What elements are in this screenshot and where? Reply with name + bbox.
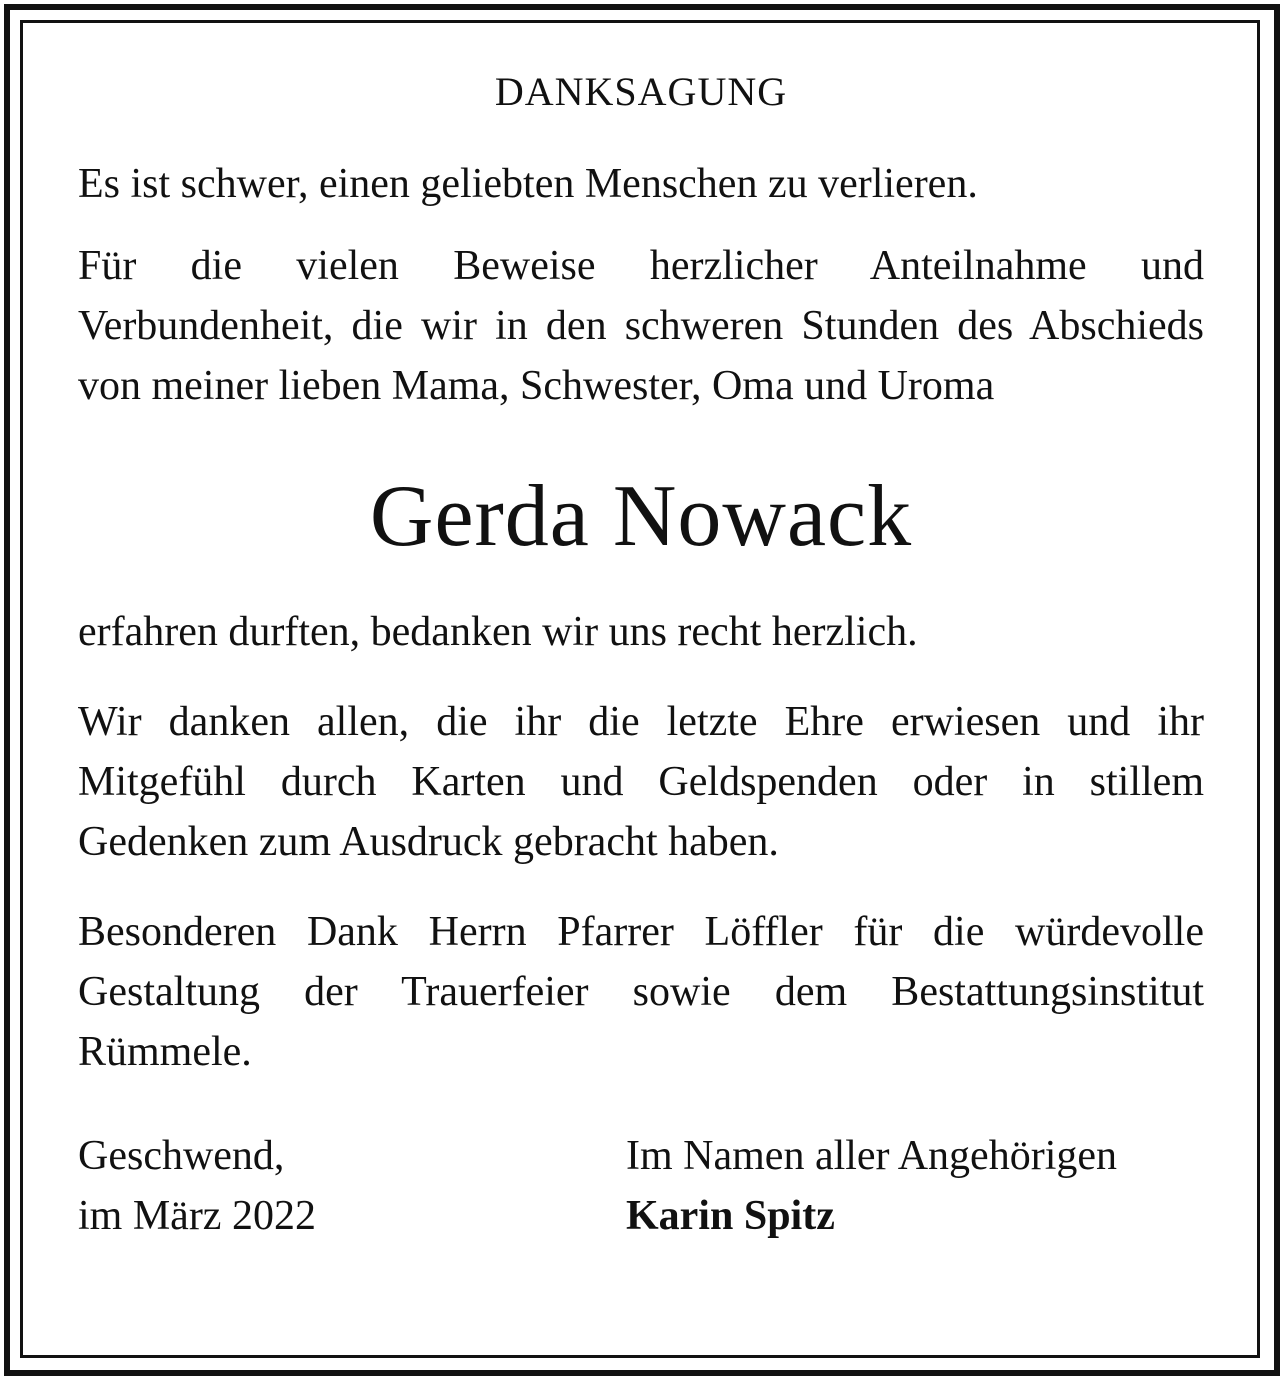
- others-paragraph: Wir danken allen, die ihr die letzte Ehre erwiesen und ihr Mitgefühl durch Karten und Geldspenden oder in stillem Gedenken zum Ausdruck gebracht haben.: [78, 699, 1204, 865]
- footer-signature: [626, 1126, 1204, 1246]
- notice-heading: DANKSAGUNG: [494, 69, 788, 114]
- notice-content: [78, 60, 1204, 1246]
- notice-footer: [78, 1126, 1204, 1246]
- footer-date: im März 2022: [78, 1193, 316, 1239]
- footer-place-date: [78, 1126, 316, 1246]
- deceased-name: Gerda Nowack: [369, 468, 913, 565]
- thanks-paragraph-part2: erfahren durften, bedanken wir uns recht herzlich.: [78, 609, 918, 655]
- special-thanks-paragraph: Besonderen Dank Herrn Pfarrer Löffler für die würdevolle Gestaltung der Trauerfeier sowie dem Bestattungsinstitut Rümmele.: [78, 909, 1204, 1075]
- thanks-paragraph-part1: Für die vielen Beweise herzlicher Anteilnahme und Verbundenheit, die wir in den schweren Stunden des Abschieds von meiner lieben Mama, Schwester, Oma und Uroma: [78, 243, 1204, 409]
- intro-sentence: Es ist schwer, einen geliebten Menschen zu verlieren.: [78, 161, 978, 207]
- footer-signer: Karin Spitz: [626, 1193, 835, 1239]
- footer-on-behalf: Im Namen aller Angehörigen: [626, 1133, 1117, 1179]
- footer-place: Geschwend,: [78, 1133, 285, 1179]
